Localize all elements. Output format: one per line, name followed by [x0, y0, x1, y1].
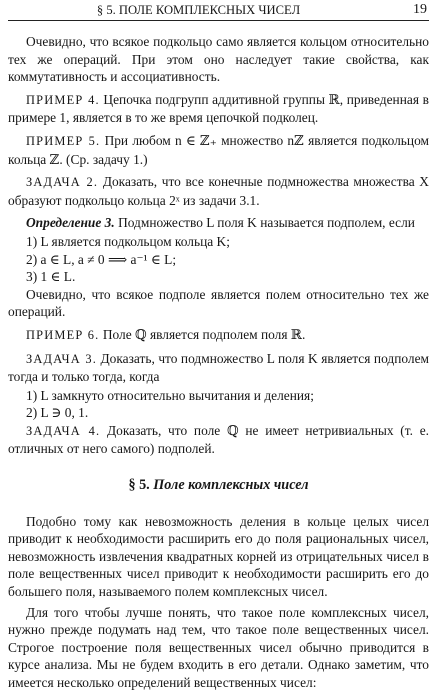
- example-6-label: ПРИМЕР 6.: [26, 327, 100, 342]
- page-body: [8, 33, 429, 692]
- example-5-label: ПРИМЕР 5.: [26, 133, 101, 148]
- page-header: [8, 0, 429, 21]
- task-3-conditions: [8, 387, 429, 422]
- page-number: 19: [413, 2, 427, 17]
- task-3: [8, 350, 429, 386]
- task-3-text: Доказать, что подмножество L поля K является подполем тогда и только тогда, когда: [8, 350, 429, 385]
- running-title: § 5. ПОЛЕ КОМПЛЕКСНЫХ ЧИСЕЛ: [96, 3, 301, 17]
- example-6: [8, 326, 429, 345]
- condition-item: 1) L является подкольцом кольца K;: [26, 233, 230, 249]
- definition-3-label: Определение 3.: [26, 215, 115, 231]
- condition-item: 2) a ∈ L, a ≠ 0 ⟹ a⁻¹ ∈ L;: [26, 251, 177, 267]
- task-2-label: ЗАДАЧА 2.: [26, 175, 99, 190]
- task-4: [8, 422, 429, 458]
- example-4-text: Цепочка подгрупп аддитивной группы ℝ, приведенная в примере 1, является в то же время цепочкой подколец.: [8, 91, 429, 126]
- example-5-text: При любом n ∈ ℤ₊ множество nℤ является подкольцом кольца ℤ. (Ср. задачу 1.): [8, 132, 429, 167]
- definition-3-conditions: [8, 233, 429, 286]
- paragraph-subfield-remark: Очевидно, что всякое подполе является полем относительно тех же операций.: [8, 286, 429, 320]
- condition-item: 2) L ∋ 0, 1.: [26, 405, 89, 421]
- section-heading: [8, 477, 429, 495]
- example-6-text: Поле ℚ является подполем поля ℝ.: [99, 326, 306, 342]
- definition-3-text: Подмножество L поля K называется подполем, если: [114, 215, 415, 231]
- task-4-text: Доказать, что поле ℚ не имеет нетривиальных (т. е. отличных от него самого) подполей.: [8, 422, 430, 457]
- example-5: [8, 132, 429, 168]
- definition-3: [8, 214, 429, 232]
- paragraph-real-numbers: Для того чтобы лучше понять, что такое поле комплексных чисел, нужно прежде подумать над тем, что такое поле вещественных чисел. Строгое построение поля вещественных чисел обычно приводится в курсе анализа. Мы не будем входить в его детали. Однако заметим, что имеется несколько определений вещественных чисел:: [8, 604, 429, 690]
- section-title: Поле комплексных чисел: [153, 477, 309, 494]
- example-4: [8, 91, 429, 127]
- task-3-label: ЗАДАЧА 3.: [26, 351, 98, 366]
- task-2: [8, 173, 429, 209]
- example-4-label: ПРИМЕР 4.: [26, 92, 100, 107]
- condition-item: 3) 1 ∈ L.: [26, 269, 76, 285]
- task-2-text: Доказать, что все конечные подмножества множества X образуют подкольцо кольца 2ˣ из задачи 3.1.: [8, 174, 429, 208]
- paragraph-subring-remark: Очевидно, что всякое подкольцо само является кольцом относительно тех же операций. При этом оно наследует такие свойства, как коммутативность и ассоциативность.: [8, 34, 429, 85]
- condition-item: 1) L замкнуто относительно вычитания и деления;: [26, 387, 314, 403]
- paragraph-intro: Подобно тому как невозможность деления в кольце целых чисел приводит к необходимости расширить его до поля рациональных чисел, невозможность извлечения квадратных корней из отрицательных чисел в поле вещественных чисел приводит к необходимости расширить его до большего поля, называемого полем комплексных чисел.: [8, 513, 429, 600]
- task-4-label: ЗАДАЧА 4.: [26, 423, 101, 438]
- section-number: § 5.: [128, 477, 150, 494]
